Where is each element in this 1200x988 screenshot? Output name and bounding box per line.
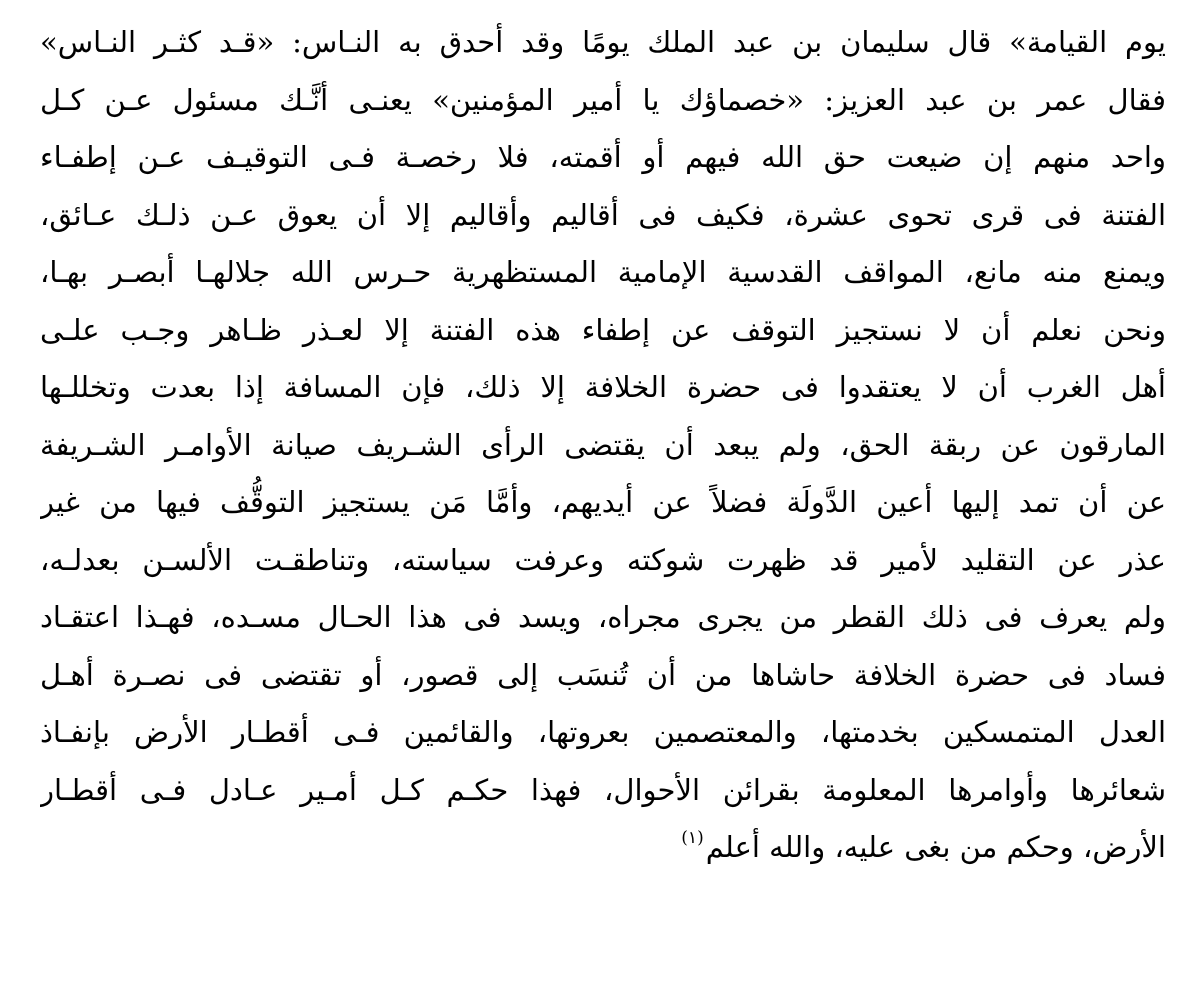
text-line-1: يوم القيامة» قال سليمان بن عبد الملك يومًا وقد أحدق به النـاس: «قـد كثـر النـاس» xyxy=(40,25,1166,59)
text-line-12: فساد فى حضرة الخلافة حاشاها من أن تُنسَب إلى قصور، أو تقتضى فى نصـرة أهـل xyxy=(40,657,1166,692)
text-line-5: ويمنع منه مانع، المواقف القدسية الإمامية المستظهرية حـرس الله جلالهـا أبصـر بهـا، xyxy=(40,255,1166,289)
text-line-8: المارقون عن ربقة الحق، ولم يبعد أن يقتضى الرأى الشـريف صيانة الأوامـر الشـريفة xyxy=(40,427,1166,462)
text-line-7: أهل الغرب أن لا يعتقدوا فى حضرة الخلافة إلا ذلك، فإن المسافة إذا بعدت وتخللـها xyxy=(40,370,1166,404)
text-line-10: عذر عن التقليد لأمير قد ظهرت شوكته وعرفت سياسته، وتناطقـت الألسـن بعدلـه، xyxy=(40,542,1166,577)
text-line-14: شعائرها وأوامرها المعلومة بقرائن الأحوال، فهذا حكـم كـل أمـير عـادل فـى أقطـار xyxy=(40,772,1166,807)
text-line-9: عن أن تمد إليها أعين الدَّولَة فضلاً عن أيديهم، وأمَّا مَن يستجيز التوقُّف فيها من غير xyxy=(40,485,1166,519)
text-line-11: ولم يعرف فى ذلك القطر من يجرى مجراه، ويسد فى هذا الحـال مسـده، فهـذا اعتقـاد xyxy=(40,600,1166,634)
text-line-6: ونحن نعلم أن لا نستجيز التوقف عن إطفاء هذه الفتنة إلا لعـذر ظـاهر وجـب علـى xyxy=(40,312,1166,347)
text-line-15 xyxy=(40,819,1166,877)
document-page xyxy=(40,14,1166,984)
text-line-13: العدل المتمسكين بخدمتها، والمعتصمين بعروتها، والقائمين فـى أقطـار الأرض بإنفـاذ xyxy=(40,715,1166,749)
footnote-marker: (١) xyxy=(681,828,704,848)
text-line-15-content: الأرض، وحكم من بغى عليه، والله أعلم xyxy=(705,830,1166,864)
text-line-2: فقال عمر بن عبد العزيز: «خصماؤك يا أمير المؤمنين» يعنـى أنَّـك مسئول عـن كـل xyxy=(40,82,1166,117)
text-line-4: الفتنة فى قرى تحوى عشرة، فكيف فى أقاليم وأقاليم إلا أن يعوق عـن ذلـك عـائق، xyxy=(40,197,1166,232)
text-line-3: واحد منهم إن ضيعت حق الله فيهم أو أقمته، فلا رخصـة فـى التوقيـف عـن إطفـاء xyxy=(40,140,1166,174)
